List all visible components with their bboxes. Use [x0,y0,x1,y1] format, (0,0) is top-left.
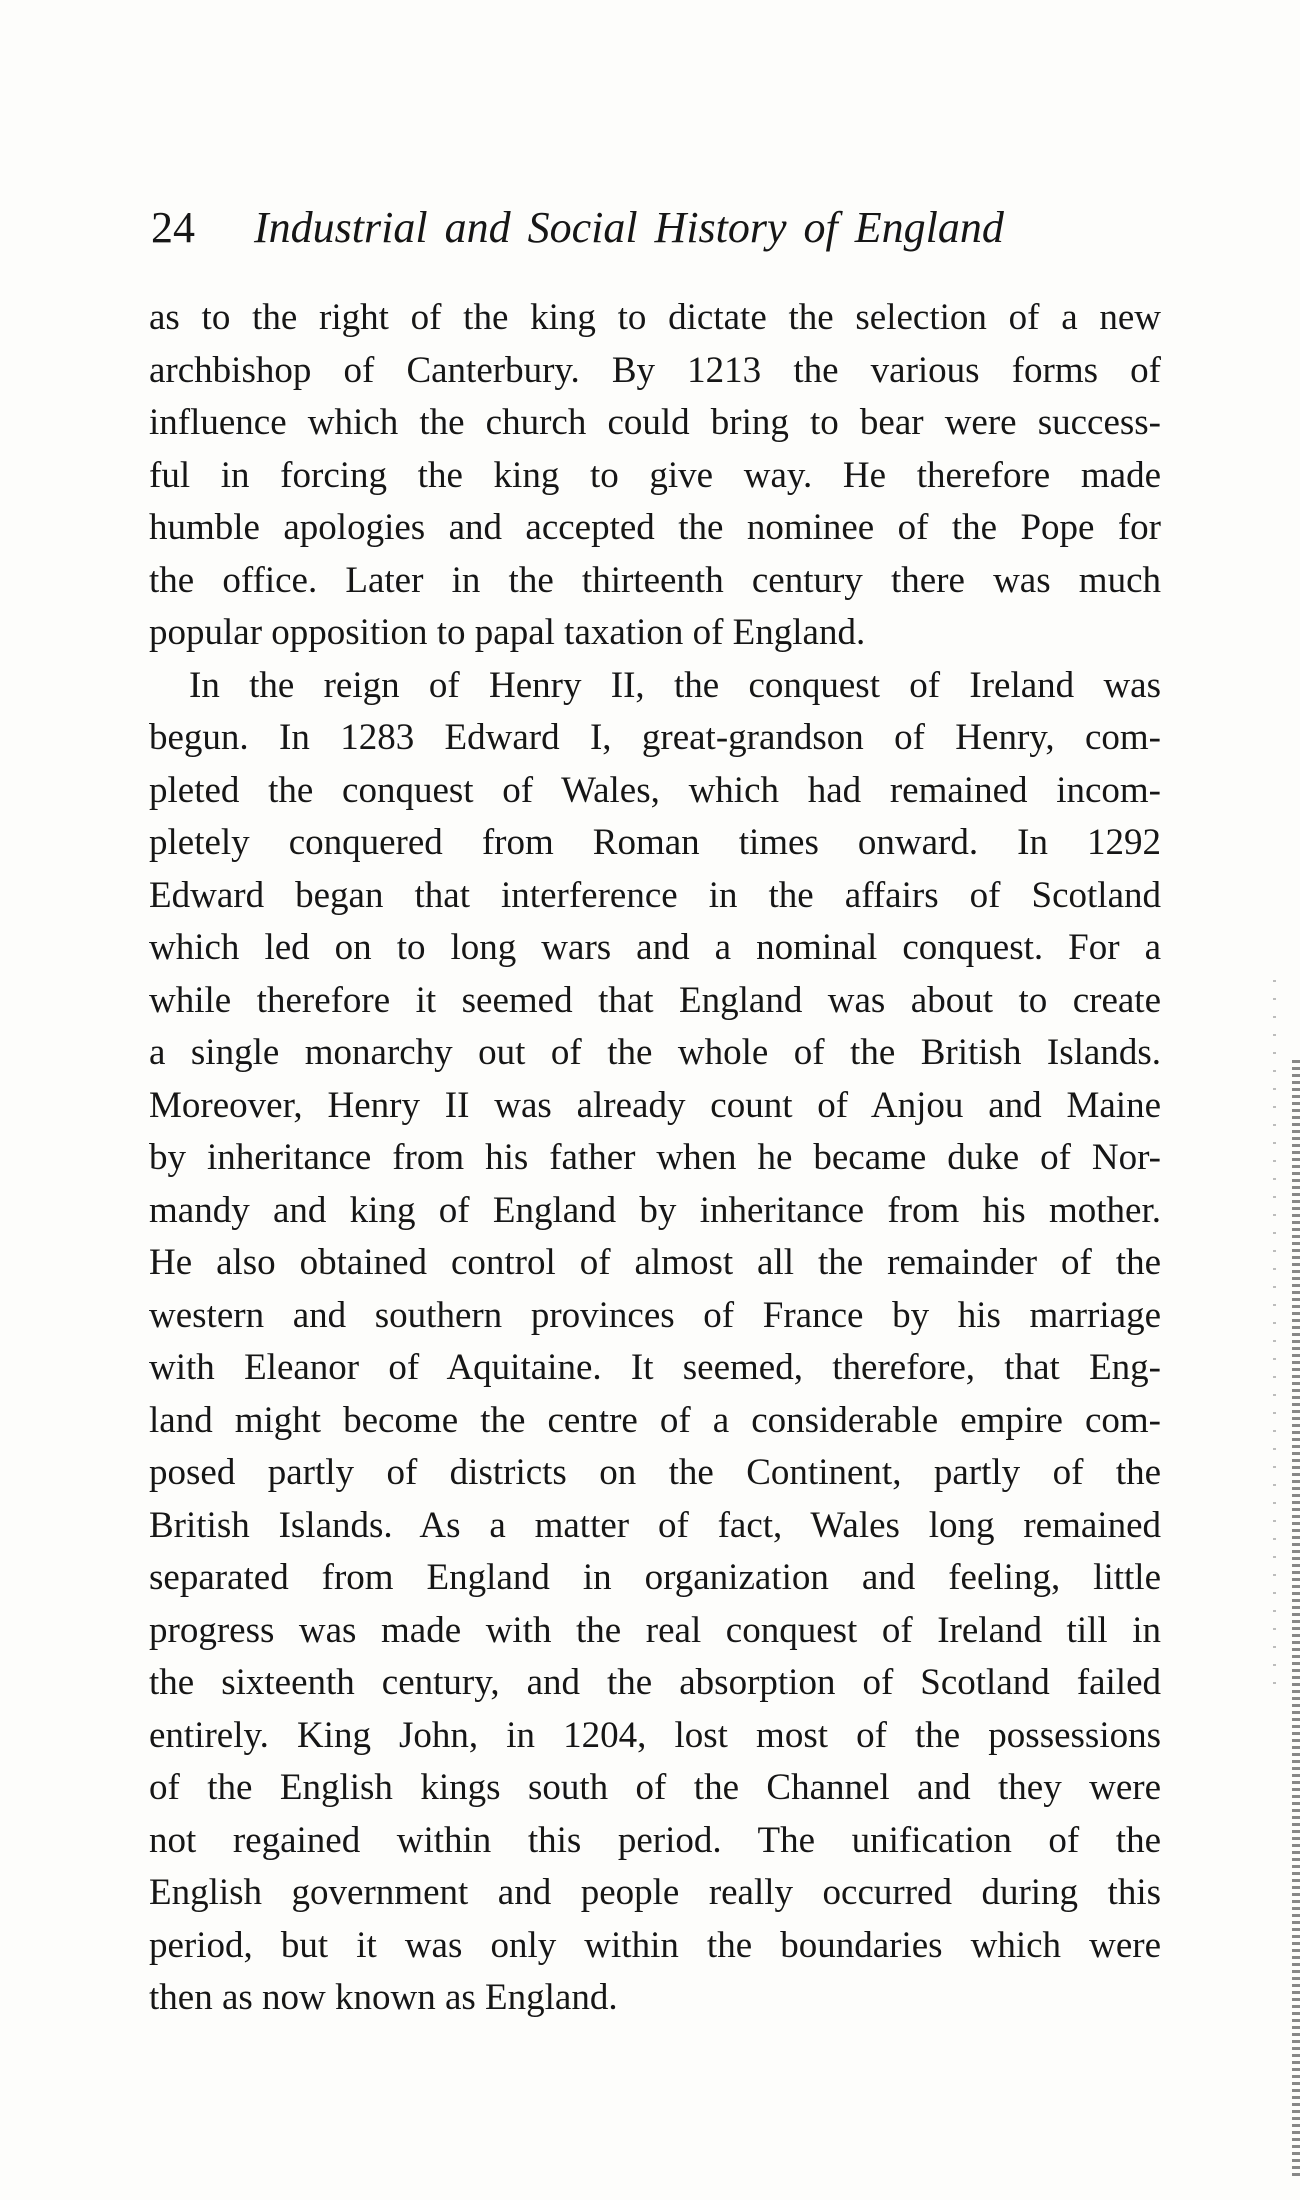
text-line: of the English kings south of the Channel and they were [149,1767,1161,1808]
book-title: Industrial and Social History of England [254,203,1004,252]
text-line: by inheritance from his father when he became duke of Nor- [149,1137,1161,1178]
text-line: not regained within this period. The unification of the [149,1819,1161,1861]
text-line: Edward began that interference in the affairs of Scotland [149,874,1161,916]
paragraph-first-line: In the reign of Henry II, the conquest of Ireland was [189,664,1161,706]
page-number: 24 [151,203,195,252]
text-line: land might become the centre of a considerable empire com- [149,1399,1161,1441]
text-line: Moreover, Henry II was already count of Anjou and Maine [149,1084,1161,1126]
scan-edge-specks [1273,980,1276,1700]
text-line: which led on to long wars and a nominal conquest. For a [149,927,1161,968]
text-line: pletely conquered from Roman times onward. In 1292 [149,822,1161,863]
text-line: influence which the church could bring to bear were success- [149,402,1161,443]
text-line: archbishop of Canterbury. By 1213 the various forms of [149,349,1161,391]
running-head [151,198,1071,258]
text-line: entirely. King John, in 1204, lost most of the possessions [149,1714,1161,1756]
text-line: the office. Later in the thirteenth century there was much [149,559,1161,601]
text-line: pleted the conquest of Wales, which had remained incom- [149,769,1161,811]
text-line: He also obtained control of almost all the remainder of the [149,1242,1161,1283]
paragraph-last-line: then as now known as England. [149,1977,618,2018]
text-line: the sixteenth century, and the absorption of Scotland failed [149,1662,1161,1703]
text-line: British Islands. As a matter of fact, Wales long remained [149,1504,1161,1546]
text-line: separated from England in organization and feeling, little [149,1557,1161,1598]
text-line: begun. In 1283 Edward I, great-grandson of Henry, com- [149,717,1161,758]
text-line: period, but it was only within the boundaries which were [149,1924,1161,1966]
text-line: mandy and king of England by inheritance from his mother. [149,1189,1161,1231]
text-line: humble apologies and accepted the nominee of the Pope for [149,507,1161,548]
text-line: while therefore it seemed that England was about to create [149,979,1161,1021]
text-line: progress was made with the real conquest of Ireland till in [149,1609,1161,1651]
text-line: a single monarchy out of the whole of the British Islands. [149,1032,1161,1073]
text-line: posed partly of districts on the Continent, partly of the [149,1452,1161,1493]
text-line: ful in forcing the king to give way. He therefore made [149,454,1161,496]
text-line: with Eleanor of Aquitaine. It seemed, therefore, that Eng- [149,1347,1161,1388]
scan-edge-shadow [1292,1060,1300,2180]
body-text [149,292,1161,2025]
paragraph-last-line: popular opposition to papal taxation of England. [149,612,866,653]
text-line: as to the right of the king to dictate the selection of a new [149,297,1161,338]
text-line: English government and people really occurred during this [149,1872,1161,1913]
text-line: western and southern provinces of France by his marriage [149,1294,1161,1336]
